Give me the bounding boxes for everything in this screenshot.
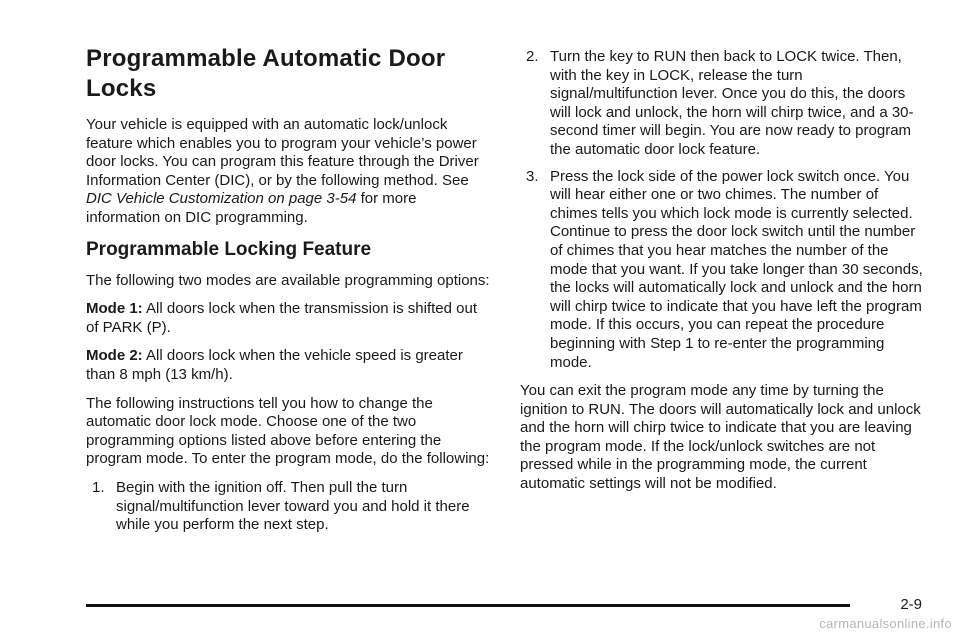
steps-list-left [86,479,490,535]
step-3-number: 3. [526,167,539,185]
step-2 [520,48,924,160]
mode-1-label: Mode 1: [86,300,143,318]
page-number: 2-9 [900,596,922,613]
step-3-text: Press the lock side of the power lock switch once. You will hear either one or two chimes. The number of chimes tells you which lock mode is currently selected. Continue to press the door lock switch until the number of chimes that you hear matches the number of the mode that you want. If you take longer than 30 seconds, the locks will automatically lock and unlock and the horn will chirp twice to indicate that you have left the program mode. If this occurs, you can repeat the procedure beginning with Step 1 to re-enter the programming mode. [550,167,923,371]
step-1 [86,479,490,535]
closing-paragraph: You can exit the program mode any time by turning the ignition to RUN. The doors will automatically lock and unlock and the horn will chirp twice to indicate that you are leaving the program mode. If the lock/unlock switches are not pressed while in the programming mode, the current automatic settings will not be modified. [520,382,921,493]
modes-intro: The following two modes are available programming options: [86,271,490,289]
step-3 [520,168,924,373]
step-1-text: Begin with the ignition off. Then pull the turn signal/multifunction lever toward you and hold it there while you perform the next step. [116,478,470,534]
left-column [86,44,490,545]
watermark: carmanualsonline.info [819,616,952,631]
intro-paragraph [86,116,490,228]
step-2-text: Turn the key to RUN then back to LOCK twice. Then, with the key in LOCK, release the turn signal/multifunction lever. Once you do this, the doors will lock and unlock, the horn will chirp twice, and a 30-second timer will begin. You are now ready to program the automatic door lock feature. [550,48,914,158]
intro-text: Your vehicle is equipped with an automatic lock/unlock feature which enables you to program your vehicle’s power door locks. You can program this feature through the Driver Information Center (DIC), or by the following method. See [86,116,479,189]
step-1-number: 1. [92,478,105,496]
mode-1-text: All doors lock when the transmission is shifted out of PARK (P). [86,300,478,336]
mode-2-label: Mode 2: [86,347,143,365]
subsection-title: Programmable Locking Feature [86,238,372,260]
instructions-intro: The following instructions tell you how to change the automatic door lock mode. Choose one of the two programming options listed above before entering the program mode. To enter the program mode, do the following: [86,394,490,468]
mode-1-paragraph [86,300,490,337]
right-column [520,48,924,504]
section-title: Programmable Automatic Door Locks [86,45,446,102]
mode-2-text: All doors lock when the vehicle speed is greater than 8 mph (13 km/h). [86,347,463,383]
footer-rule [86,604,850,607]
dic-reference-link[interactable]: DIC Vehicle Customization on page 3-54 [86,190,357,208]
step-2-number: 2. [526,48,539,65]
mode-2-paragraph [86,347,490,384]
intro-text-end: for more information on DIC programming. [86,190,417,226]
steps-list-right [520,48,924,372]
